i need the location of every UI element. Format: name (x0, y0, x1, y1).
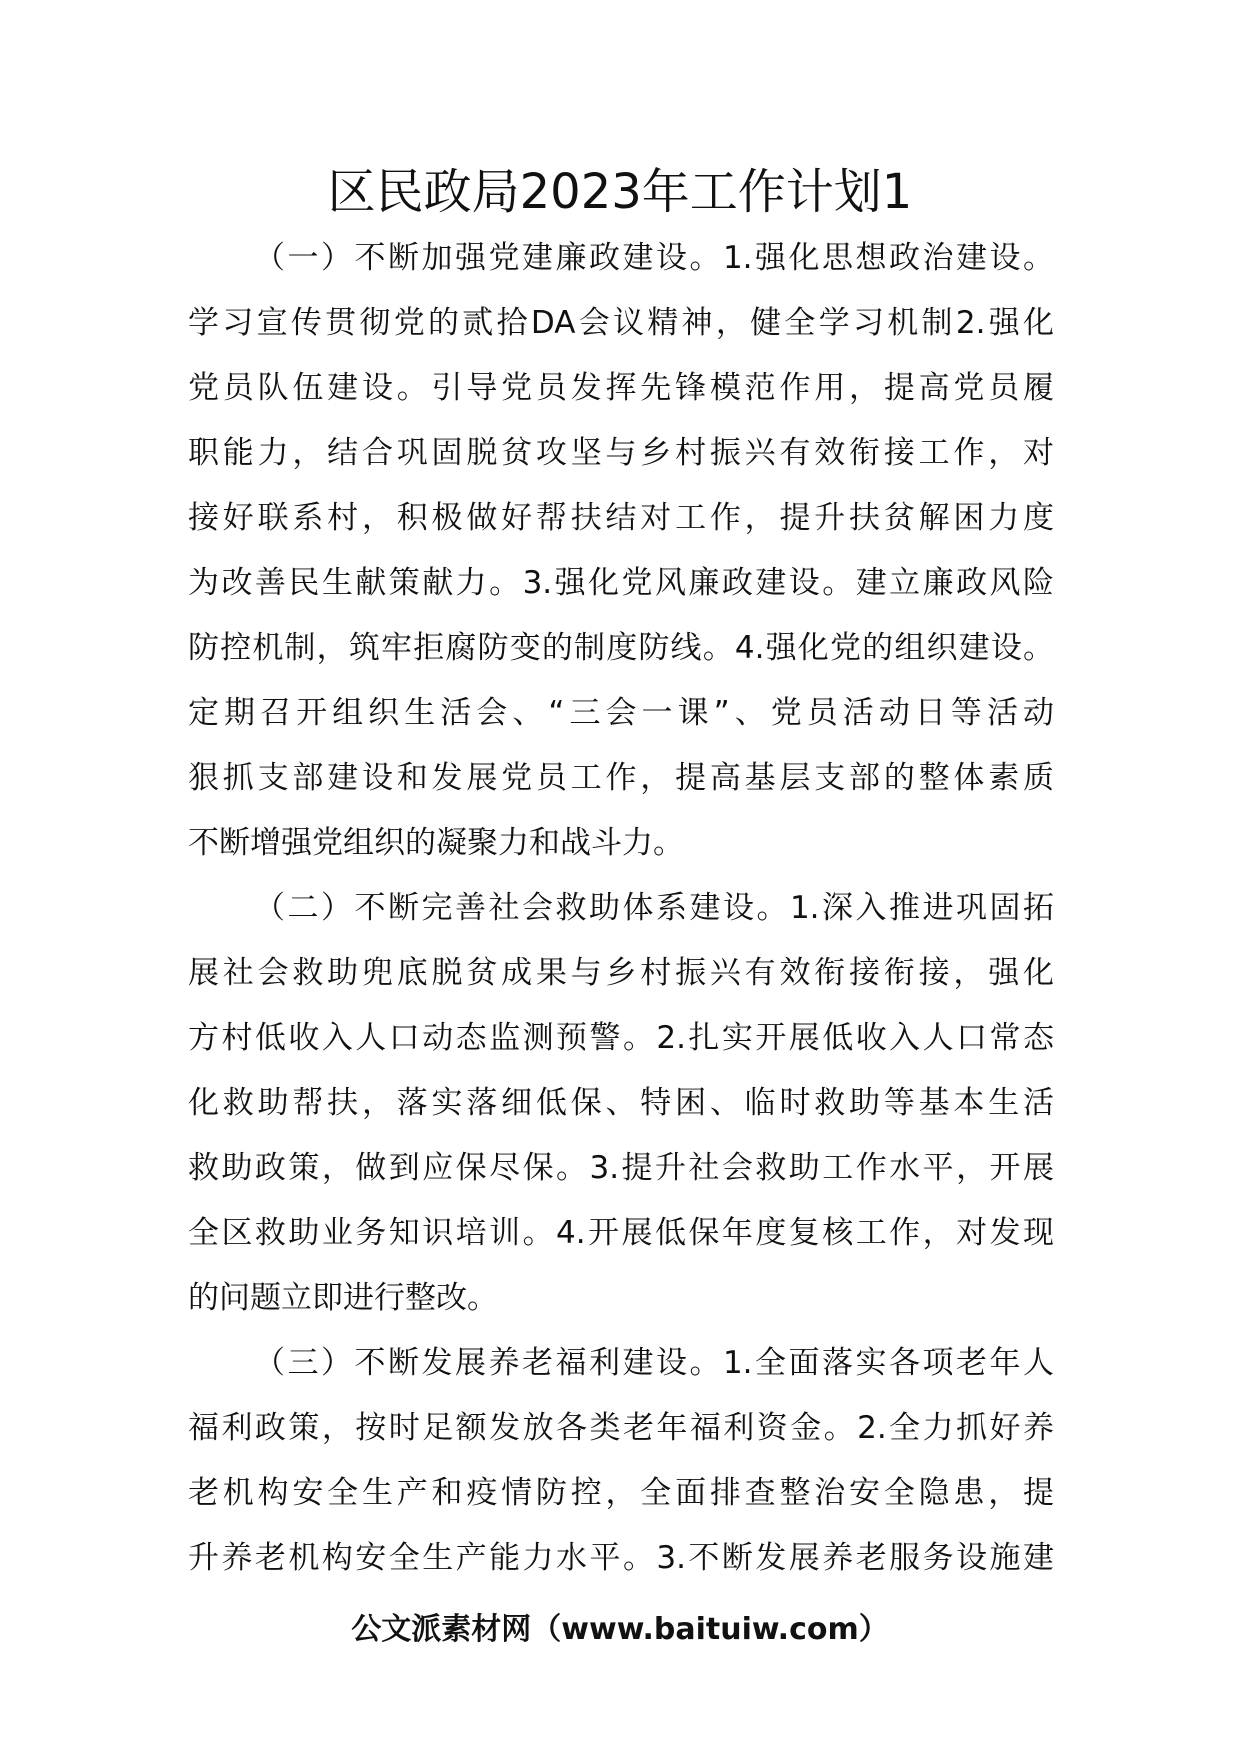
paragraph-3-line-4: 升养老机构安全生产能力水平。3.不断发展养老服务设施建 (188, 1540, 1054, 1576)
paragraph-1-line-4: 职能力，结合巩固脱贫攻坚与乡村振兴有效衔接工作，对 (188, 435, 1054, 471)
footer-watermark: 公文派素材网（www.baituiw.com） (351, 1612, 889, 1647)
paragraph-2-line-2: 展社会救助兜底脱贫成果与乡村振兴有效衔接衔接，强化 (188, 955, 1054, 991)
paragraph-2-line-1: （二）不断完善社会救助体系建设。1.深入推进巩固拓 (254, 890, 1054, 926)
paragraph-2-line-3: 方村低收入人口动态监测预警。2.扎实开展低收入人口常态 (188, 1020, 1054, 1056)
paragraph-1-line-5: 接好联系村，积极做好帮扶结对工作，提升扶贫解困力度 (188, 500, 1054, 536)
page-title: 区民政局2023年工作计划1 (327, 164, 913, 220)
paragraph-1-line-1: （一）不断加强党建廉政建设。1.强化思想政治建设。 (254, 240, 1054, 276)
paragraph-3-line-2: 福利政策，按时足额发放各类老年福利资金。2.全力抓好养 (188, 1410, 1054, 1446)
paragraph-1-line-8: 定期召开组织生活会、“三会一课”、党员活动日等活动 (188, 695, 1054, 731)
paragraph-1-line-9: 狠抓支部建设和发展党员工作，提高基层支部的整体素质 (188, 760, 1054, 796)
paragraph-3-line-1: （三）不断发展养老福利建设。1.全面落实各项老年人 (254, 1345, 1054, 1381)
paragraph-1-line-7: 防控机制，筑牢拒腐防变的制度防线。4.强化党的组织建设。 (188, 630, 1054, 666)
document-body (188, 226, 1054, 1591)
paragraph-2-line-7: 的问题立即进行整改。 (188, 1280, 498, 1316)
paragraph-1-line-2: 学习宣传贯彻党的贰拾DA会议精神，健全学习机制2.强化 (188, 305, 1054, 341)
paragraph-2-line-6: 全区救助业务知识培训。4.开展低保年度复核工作，对发现 (188, 1215, 1054, 1251)
paragraph-1-line-6: 为改善民生献策献力。3.强化党风廉政建设。建立廉政风险 (188, 565, 1054, 601)
paragraph-1-line-3: 党员队伍建设。引导党员发挥先锋模范作用，提高党员履 (188, 370, 1054, 406)
paragraph-2-line-5: 救助政策，做到应保尽保。3.提升社会救助工作水平，开展 (188, 1150, 1054, 1186)
paragraph-1-line-10: 不断增强党组织的凝聚力和战斗力。 (188, 825, 684, 861)
paragraph-3-line-3: 老机构安全生产和疫情防控，全面排查整治安全隐患，提 (188, 1475, 1054, 1511)
paragraph-2-line-4: 化救助帮扶，落实落细低保、特困、临时救助等基本生活 (188, 1085, 1054, 1121)
